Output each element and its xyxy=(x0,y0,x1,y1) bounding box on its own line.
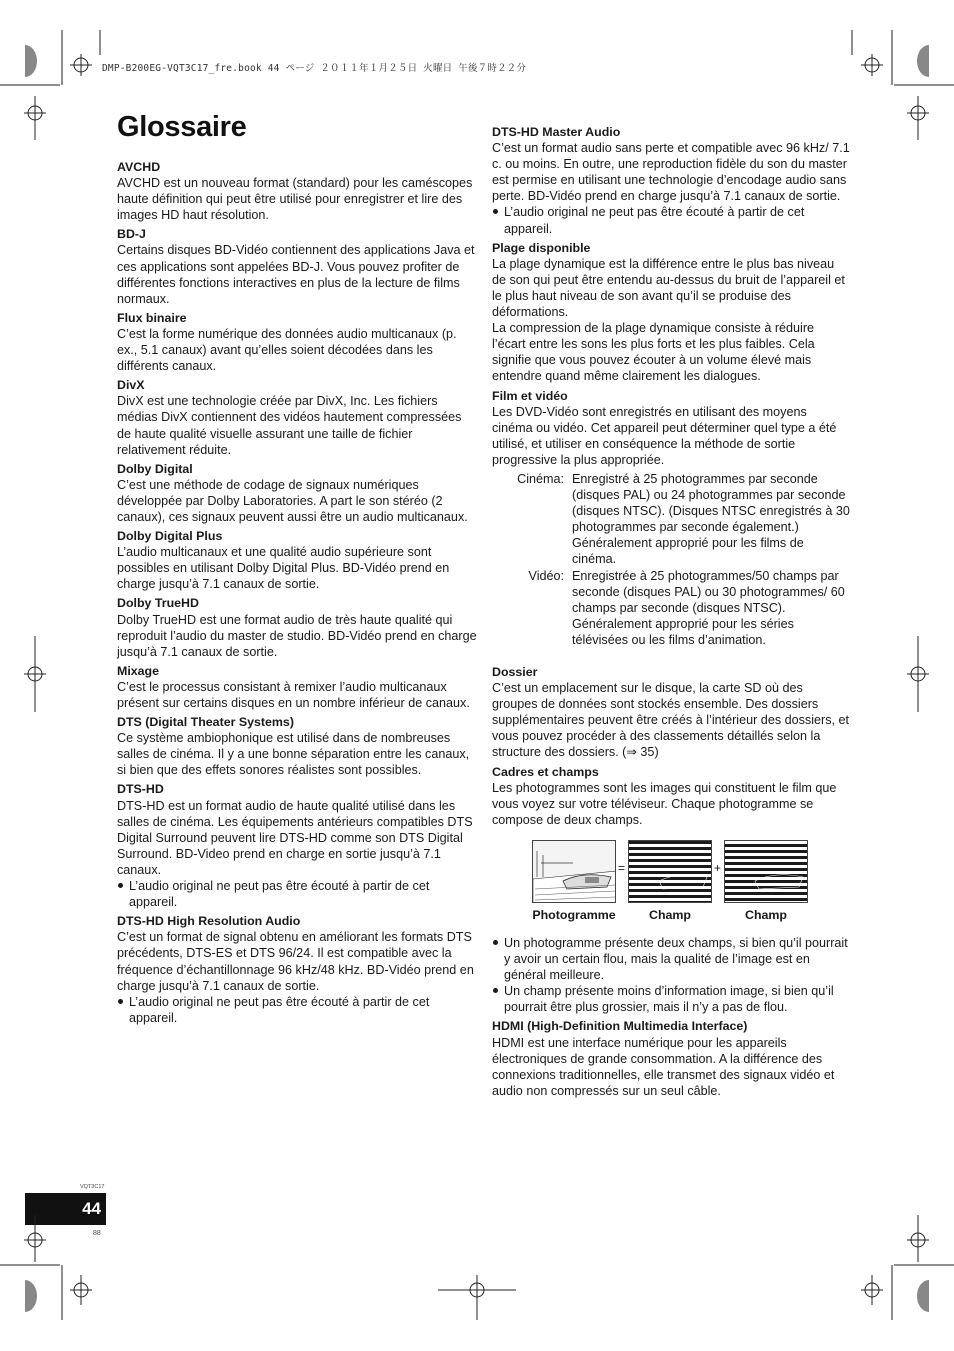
glossary-term: Plage disponible xyxy=(492,240,591,255)
glossary-term: DTS-HD xyxy=(117,782,164,797)
definition-paragraph: Les DVD-Vidéo sont enregistrés en utilisant des moyens cinéma ou vidéo. Cet appareil peut déterminer quel type a été utilisé, et utiliser en conséquence la méthode de sortie progressive la plus appropriée. xyxy=(492,404,837,467)
definition-paragraph: C’est une méthode de codage de signaux numériques développée par Dolby Laboratories. A part le son stéréo (2 canaux), ces signaux peuvent aussi être un audio multicanaux. xyxy=(117,477,468,524)
print-header: DMP-B200EG-VQT3C17_fre.book 44 ページ ２０１１年１月２５日 火曜日 午後７時２２分 xyxy=(102,63,527,74)
definition-bullet: L’audio original ne peut pas être écouté à partir de cet appareil. xyxy=(492,204,850,236)
definition-paragraph: C’est le processus consistant à remixer l’audio multicanaux présent sur certains disques en un nombre inférieur de canaux. xyxy=(117,679,470,710)
glossary-term: Dolby TrueHD xyxy=(117,596,199,611)
page-number: 44 xyxy=(25,1193,106,1225)
model-code: VQT3C17 xyxy=(80,1184,105,1190)
definition-bullet: L’audio original ne peut pas être écouté à partir de cet appareil. xyxy=(117,994,477,1026)
glossary-term: Flux binaire xyxy=(117,310,187,325)
glossary-term: Dolby Digital Plus xyxy=(117,529,223,544)
definition-paragraph: C’est la forme numérique des données audio multicanaux (p. ex., 5.1 canaux) avant qu’elles soient décodées dans les différents canaux. xyxy=(117,326,457,374)
definition-paragraph: C’est un format de signal obtenu en améliorant les formats DTS précédents, DTS-ES et DTS 96/24. Il est compatible avec la fréquence d’échantillonnage 96 kHz/48 kHz. BD-Vidéo prend en charge jusqu’à 7.1 canaux de sortie. xyxy=(117,930,474,993)
figure-label-champ-1: Champ xyxy=(649,907,691,922)
glossary-term: BD-J xyxy=(117,227,146,242)
glossary-term: DTS-HD Master Audio xyxy=(492,125,621,139)
page-title: Glossaire xyxy=(117,111,247,143)
definition-paragraph: AVCHD est un nouveau format (standard) pour les caméscopes haute définition qui peut être utilisé pour enregistrer et lire des images HD haut résolution. xyxy=(117,176,473,223)
glossary-term: Cadres et champs xyxy=(492,764,599,779)
plus-sign: + xyxy=(714,860,722,875)
definition-paragraph: DivX est une technologie créée par DivX, Inc. Les fichiers médias DivX contiennent des vidéos hautement compressées de haute qualité visuelle assurant une taille de fichier relativement réduite. xyxy=(117,394,462,457)
film-video-label: Vidéo: xyxy=(528,568,564,583)
glossary-term: AVCHD xyxy=(117,160,161,174)
definition-paragraph: Certains disques BD-Vidéo contiennent des applications Java et ces applications sont appelées BD-J. Vous pouvez profiter de différentes fonctions interactives en plus de la lecture de films normaux. xyxy=(117,243,475,306)
figure-bullet: Un photogramme présente deux champs, si bien qu’il pourrait y avoir un certain flou, mais la qualité de l’image est en général meilleure. xyxy=(492,935,850,983)
definition-paragraph: L’audio multicanaux et une qualité audio supérieure sont possibles en utilisant Dolby Digital Plus. BD-Vidéo prend en charge jusqu’à 7.1 canaux de sortie. xyxy=(117,545,450,592)
definition-paragraph: HDMI est une interface numérique pour les appareils électroniques de grande consommation. A la différence des connexions traditionnelles, elle transmet des signaux vidéo et audio non compressés sur un seul câble. xyxy=(492,1035,835,1098)
film-video-text: Enregistrée à 25 photogrammes/50 champs par seconde (disques PAL) ou 30 photogrammes/ 60 champs par seconde (disques NTSC). Généralement approprié pour les séries télévisées ou les films d’animation. xyxy=(572,568,845,647)
definition-paragraph: La plage dynamique est la différence entre le plus bas niveau de son qui peut être entendu au-dessus du bruit de l’appareil et le plus haut niveau de son avant qu’il se produise des déformations. xyxy=(492,256,845,320)
glossary-term: Film et vidéo xyxy=(492,388,568,403)
definition-paragraph: DTS-HD est un format audio de haute qualité utilisé dans les salles de cinéma. Les équipements antérieurs compatibles DTS Digital Surround peuvent lire DTS-HD comme son DTS Digital Surround. BD-Video prend en charge en sortie jusqu’à 7.1 canaux. xyxy=(117,798,473,877)
glossary-term: DivX xyxy=(117,378,145,393)
definition-paragraph: C’est un format audio sans perte et compatible avec 96 kHz/ 7.1 c. ou moins. En outre, une reproduction fidèle du son du master est permise en utilisant une technologie d’encodage audio sans perte. BD-Vidéo prend en charge jusqu’à 7.1 canaux de sortie. xyxy=(492,141,850,204)
glossary-term: Dossier xyxy=(492,665,538,679)
film-video-text: Enregistré à 25 photogrammes par seconde (disques PAL) ou 24 photogrammes par seconde (disques NTSC). (Disques NTSC enregistrés à 30 photogrammes par seconde également.) Généralement approprié pour les films de cinéma. xyxy=(572,471,850,567)
definition-paragraph: Les photogrammes sont les images qui constituent le film que vous voyez sur votre téléviseur. Chaque photogramme se compose de deux champs. xyxy=(492,780,837,827)
definition-paragraph: Dolby TrueHD est une format audio de très haute qualité qui reproduit l’audio du master de studio. BD-Vidéo prend en charge jusqu’à 7.1 canaux de sortie. xyxy=(117,612,477,659)
film-video-label: Cinéma: xyxy=(517,471,564,486)
figure-bullet: Un champ présente moins d’information image, si bien qu’il pourrait être plus grossier, mais il n’y a pas de flou. xyxy=(492,983,850,1015)
definition-paragraph: La compression de la plage dynamique consiste à réduire l’écart entre les sons les plus forts et les plus faibles. Cela signifie que vous pouvez écouter à un volume élevé mais entendre quand même clairement les dialogues. xyxy=(492,321,815,384)
glossary-term: DTS-HD High Resolution Audio xyxy=(117,914,301,929)
glossary-term: HDMI (High-Definition Multimedia Interface) xyxy=(492,1019,748,1034)
figure-label-photogramme: Photogramme xyxy=(532,907,616,922)
glossary-term: DTS (Digital Theater Systems) xyxy=(117,715,294,730)
definition-paragraph: C’est un emplacement sur le disque, la carte SD où des groupes de données sont stockés ensemble. Des dossiers supplémentaires peuvent être créés à l’intérieur des dossiers, et vous pouvez procéder à des classements détaillés selon la structure des dossiers. (⇒ 35) xyxy=(492,681,850,760)
figure-label-champ-2: Champ xyxy=(745,907,787,922)
glossary-term: Mixage xyxy=(117,663,160,678)
definition-paragraph: Ce système ambiophonique est utilisé dans de nombreuses salles de cinéma. Il y a une bonne séparation entre les canaux, si bien que des effets sonores réalistes sont possibles. xyxy=(117,731,470,778)
glossary-term: Dolby Digital xyxy=(117,461,193,476)
equals-sign: = xyxy=(618,860,626,875)
definition-bullet: L’audio original ne peut pas être écouté à partir de cet appareil. xyxy=(117,878,477,910)
sub-page-number: 88 xyxy=(93,1230,101,1237)
